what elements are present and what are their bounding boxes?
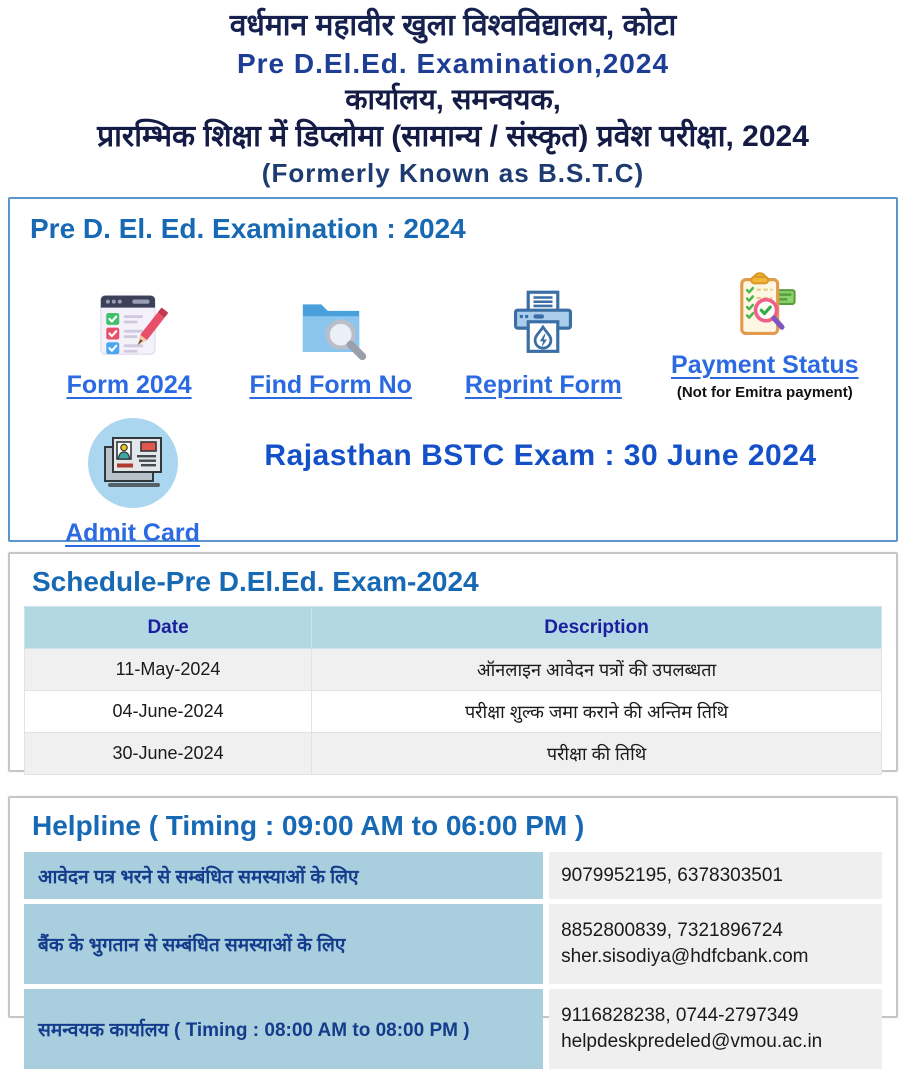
schedule-panel — [8, 552, 898, 772]
reprint-form-link[interactable]: Reprint Form — [464, 371, 622, 399]
page-header — [0, 0, 906, 190]
find-form-no-item[interactable] — [228, 283, 433, 401]
schedule-title: Schedule-Pre D.El.Ed. Exam-2024 — [32, 566, 479, 597]
folder-search-icon — [292, 283, 370, 369]
schedule-table — [24, 606, 882, 775]
helpline-row-1-label: आवेदन पत्र भरने से सम्बंधित समस्याओं के लिए — [24, 852, 543, 899]
schedule-row-2-description: परीक्षा शुल्क जमा कराने की अन्तिम तिथि — [312, 691, 882, 733]
helpline-row-1-contact — [549, 852, 882, 899]
schedule-row-2-date: 04-June-2024 — [25, 691, 312, 733]
schedule-row-3 — [25, 733, 882, 775]
printer-icon — [505, 283, 581, 369]
form-2024-link[interactable]: Form 2024 — [66, 371, 192, 399]
helpline-row-3 — [24, 989, 882, 1069]
exam-links-row — [30, 263, 876, 401]
clipboard-search-icon — [727, 263, 803, 349]
helpline-row-2-email: sher.sisodiya@hdfcbank.com — [561, 946, 809, 967]
schedule-row-2 — [25, 691, 882, 733]
id-card-icon — [81, 417, 185, 509]
admit-card-item[interactable] — [30, 417, 235, 549]
emitra-note: (Not for Emitra payment) — [676, 384, 853, 401]
helpline-row-3-email: helpdeskpredeled@vmou.ac.in — [561, 1031, 823, 1052]
office-coordinator-line: कार्यालय, समन्वयक, — [345, 84, 561, 116]
exam-title-hindi: प्रारम्भिक शिक्षा में डिप्लोमा (सामान्य / संस्कृत) प्रवेश परीक्षा, 2024 — [97, 120, 809, 153]
helpline-row-3-contact — [549, 989, 882, 1069]
helpline-row-2 — [24, 904, 882, 984]
exam-links-panel — [8, 197, 898, 547]
schedule-row-1-description: ऑनलाइन आवेदन पत्रों की उपलब्धता — [312, 649, 882, 691]
schedule-col-description: Description — [312, 607, 882, 649]
form-checklist-icon — [90, 283, 168, 369]
helpline-row-2-label: बैंक के भुगतान से सम्बंधित समस्याओं के लिए — [24, 904, 543, 984]
formerly-known-line: (Formerly Known as B.S.T.C) — [261, 158, 645, 188]
schedule-col-date: Date — [25, 607, 312, 649]
helpline-row-3-phones: 9116828238, 0744-2797349 — [561, 1005, 799, 1026]
reprint-form-item[interactable] — [433, 283, 653, 401]
payment-status-link[interactable]: Payment Status — [671, 351, 859, 379]
exam-title-english: Pre D.El.Ed. Examination,2024 — [236, 48, 670, 79]
helpline-title: Helpline ( Timing : 09:00 AM to 06:00 PM ) — [32, 810, 585, 841]
university-title: वर्धमान महावीर खुला विश्वविद्यालय, कोटा — [229, 9, 677, 42]
schedule-header-row — [25, 607, 882, 649]
schedule-row-3-date: 30-June-2024 — [25, 733, 312, 775]
payment-status-item[interactable] — [654, 263, 876, 401]
exam-panel-title: Pre D. El. Ed. Examination : 2024 — [30, 213, 466, 244]
schedule-row-1 — [25, 649, 882, 691]
admit-card-link[interactable]: Admit Card — [65, 519, 200, 547]
schedule-row-3-description: परीक्षा की तिथि — [312, 733, 882, 775]
helpline-table — [24, 852, 882, 1069]
helpline-row-1 — [24, 852, 882, 899]
bstc-exam-date-banner: Rajasthan BSTC Exam : 30 June 2024 — [264, 439, 817, 472]
admit-card-row — [30, 417, 876, 549]
form-2024-item[interactable] — [30, 283, 228, 401]
schedule-row-1-date: 11-May-2024 — [25, 649, 312, 691]
helpline-row-1-phones: 9079952195, 6378303501 — [561, 864, 783, 886]
helpline-panel — [8, 796, 898, 1052]
helpline-row-2-contact — [549, 904, 882, 984]
helpline-row-2-phones: 8852800839, 7321896724 — [561, 920, 783, 941]
helpline-row-3-label: समन्वयक कार्यालय ( Timing : 08:00 AM to 08:00 PM ) — [24, 989, 543, 1069]
find-form-no-link[interactable]: Find Form No — [249, 371, 412, 399]
